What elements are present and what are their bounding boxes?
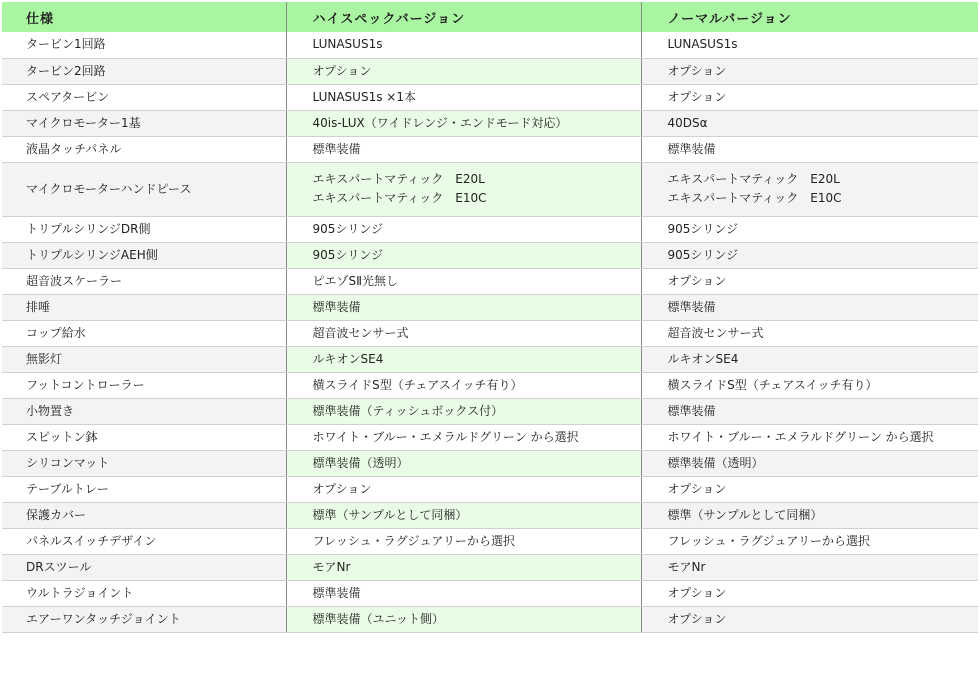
spec-name-cell: 保護カバー (2, 502, 286, 528)
cell-text: 標準装備（ティッシュボックス付） (312, 403, 504, 418)
spec-name-cell: トリプルシリンジDR側 (2, 216, 286, 242)
cell-text: 905シリンジ (312, 247, 384, 262)
table-row (2, 450, 978, 476)
spec-table (2, 2, 978, 633)
spec-name-cell: コップ給水 (2, 320, 286, 346)
table-row (2, 32, 978, 58)
spec-name-cell: テーブルトレー (2, 476, 286, 502)
spec-name-cell: タービン1回路 (2, 32, 286, 58)
cell-text: オプション (667, 585, 727, 600)
cell-text: 905シリンジ (312, 221, 384, 236)
cell-text: ホワイト・ブルー・エメラルドグリーン から選択 (312, 429, 579, 444)
high-spec-cell (286, 606, 641, 632)
normal-cell (641, 502, 978, 528)
cell-text: 超音波センサー式 (312, 325, 409, 340)
spec-name-cell: シリコンマット (2, 450, 286, 476)
high-spec-cell (286, 110, 641, 136)
cell-text: 標準装備 (312, 299, 361, 314)
cell-text: フレッシュ・ラグジュアリーから選択 (667, 533, 870, 548)
cell-text: フレッシュ・ラグジュアリーから選択 (312, 533, 515, 548)
cell-text: 標準装備 (667, 299, 716, 314)
spec-name-cell: スピットン鉢 (2, 424, 286, 450)
spec-name-cell: フットコントローラー (2, 372, 286, 398)
table-row (2, 606, 978, 632)
spec-name-cell: 小物置き (2, 398, 286, 424)
table-row (2, 372, 978, 398)
cell-text: モアNr (312, 559, 351, 574)
spec-name-cell: DRスツール (2, 554, 286, 580)
high-spec-cell (286, 136, 641, 162)
cell-text: オプション (667, 63, 727, 78)
high-spec-cell (286, 242, 641, 268)
normal-cell (641, 372, 978, 398)
table-row (2, 162, 978, 216)
spec-name-cell: マイクロモーターハンドピース (2, 162, 286, 216)
cell-text: オプション (667, 611, 727, 626)
normal-cell (641, 110, 978, 136)
normal-cell (641, 450, 978, 476)
cell-text: モアNr (667, 559, 706, 574)
table-row (2, 424, 978, 450)
cell-text: ピエゾSⅡ光無し (312, 273, 399, 288)
high-spec-cell (286, 476, 641, 502)
cell-text: 40is-LUX（ワイドレンジ・エンドモード対応） (312, 115, 568, 130)
table-row (2, 398, 978, 424)
high-spec-cell (286, 320, 641, 346)
header-normal-version: ノーマルバージョン (641, 2, 978, 32)
cell-text: オプション (667, 273, 727, 288)
cell-text: 標準装備 (667, 141, 716, 156)
normal-cell (641, 528, 978, 554)
cell-text: オプション (667, 481, 727, 496)
table-row (2, 554, 978, 580)
spec-name-cell: 排唾 (2, 294, 286, 320)
spec-name-cell: タービン2回路 (2, 58, 286, 84)
normal-cell (641, 242, 978, 268)
spec-name-cell: 無影灯 (2, 346, 286, 372)
cell-text: ルキオンSE4 (667, 351, 739, 366)
table-row (2, 58, 978, 84)
table-row (2, 476, 978, 502)
high-spec-cell (286, 162, 641, 216)
header-spec: 仕様 (2, 2, 286, 32)
normal-cell (641, 58, 978, 84)
cell-text: エキスパートマティック E20L (312, 172, 485, 186)
table-row (2, 216, 978, 242)
spec-name-cell: トリプルシリンジAEH側 (2, 242, 286, 268)
normal-cell (641, 216, 978, 242)
table-row (2, 580, 978, 606)
normal-cell (641, 606, 978, 632)
normal-cell (641, 476, 978, 502)
cell-text: LUNASUS1s (667, 37, 738, 52)
cell-text: 標準装備 (312, 585, 361, 600)
cell-text: エキスパートマティック E10C (312, 191, 487, 205)
table-row (2, 502, 978, 528)
cell-text: 標準装備（透明） (667, 455, 764, 470)
spec-name-cell: ウルトラジョイント (2, 580, 286, 606)
high-spec-cell (286, 372, 641, 398)
normal-cell (641, 32, 978, 58)
high-spec-cell (286, 424, 641, 450)
high-spec-cell (286, 58, 641, 84)
normal-cell (641, 320, 978, 346)
spec-name-cell: マイクロモーター1基 (2, 110, 286, 136)
normal-cell (641, 554, 978, 580)
cell-text: 標準装備（透明） (312, 455, 409, 470)
cell-text: オプション (312, 63, 372, 78)
cell-text: エキスパートマティック E20L (667, 172, 840, 186)
high-spec-cell (286, 528, 641, 554)
normal-cell (641, 424, 978, 450)
table-row (2, 320, 978, 346)
spec-name-cell: スペアタービン (2, 84, 286, 110)
high-spec-cell (286, 502, 641, 528)
cell-text: 40DSα (667, 115, 708, 130)
cell-text: 標準装備 (667, 403, 716, 418)
table-row (2, 346, 978, 372)
table-row (2, 136, 978, 162)
normal-cell (641, 346, 978, 372)
high-spec-cell (286, 84, 641, 110)
cell-text: 標準（サンプルとして同梱） (667, 507, 823, 522)
high-spec-cell (286, 216, 641, 242)
cell-text: 横スライドS型（チェアスイッチ有り） (667, 377, 878, 392)
cell-text: 横スライドS型（チェアスイッチ有り） (312, 377, 523, 392)
header-high-spec-version: ハイスペックバージョン (286, 2, 641, 32)
normal-cell (641, 162, 978, 216)
table-row (2, 268, 978, 294)
cell-text: LUNASUS1s (312, 37, 383, 52)
cell-text: 標準（サンプルとして同梱） (312, 507, 468, 522)
normal-cell (641, 294, 978, 320)
high-spec-cell (286, 398, 641, 424)
table-row (2, 294, 978, 320)
cell-text: オプション (312, 481, 372, 496)
normal-cell (641, 136, 978, 162)
header-row (2, 2, 978, 32)
cell-text: 905シリンジ (667, 247, 739, 262)
table-row (2, 110, 978, 136)
cell-text: 標準装備 (312, 141, 361, 156)
cell-text: LUNASUS1s ×1本 (312, 89, 416, 104)
high-spec-cell (286, 268, 641, 294)
spec-name-cell: 液晶タッチパネル (2, 136, 286, 162)
cell-text: ルキオンSE4 (312, 351, 384, 366)
cell-text: エキスパートマティック E10C (667, 191, 842, 205)
table-row (2, 528, 978, 554)
normal-cell (641, 84, 978, 110)
high-spec-cell (286, 294, 641, 320)
table-row (2, 242, 978, 268)
high-spec-cell (286, 580, 641, 606)
normal-cell (641, 580, 978, 606)
cell-text: オプション (667, 89, 727, 104)
high-spec-cell (286, 450, 641, 476)
spec-name-cell: 超音波スケーラー (2, 268, 286, 294)
cell-text: 905シリンジ (667, 221, 739, 236)
table-body (2, 32, 978, 632)
cell-text: ホワイト・ブルー・エメラルドグリーン から選択 (667, 429, 934, 444)
spec-name-cell: パネルスイッチデザイン (2, 528, 286, 554)
spec-name-cell: エアーワンタッチジョイント (2, 606, 286, 632)
normal-cell (641, 268, 978, 294)
normal-cell (641, 398, 978, 424)
cell-text: 超音波センサー式 (667, 325, 764, 340)
high-spec-cell (286, 32, 641, 58)
table-row (2, 84, 978, 110)
cell-text: 標準装備（ユニット側） (312, 611, 445, 626)
high-spec-cell (286, 346, 641, 372)
high-spec-cell (286, 554, 641, 580)
